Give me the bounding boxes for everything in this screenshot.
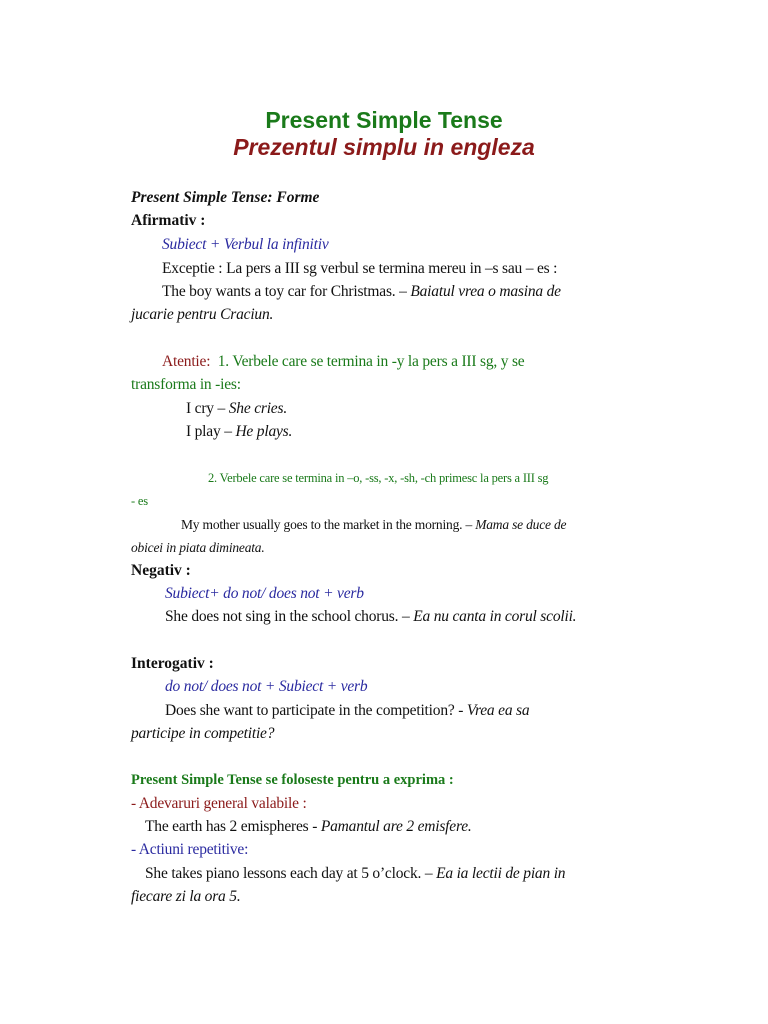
negative-example-en: She does not sing in the school chorus. – — [165, 608, 414, 625]
title-english: Present Simple Tense — [265, 107, 503, 133]
interrogative-formula: do not/ does not + Subiect + verb — [165, 678, 368, 695]
note2-example-en: My mother usually goes to the market in the morning. – — [181, 517, 476, 532]
note1-label: Atentie: — [162, 353, 211, 370]
interrogative-label: Interogativ : — [131, 655, 214, 672]
note1-example1-en: I cry – — [186, 400, 229, 417]
note2-line1: 2. Verbele care se termina in –o, -ss, -x, -sh, -ch primesc la pers a III sg — [208, 471, 549, 485]
note2-example-ro-continued: obicei in piata dimineata. — [131, 540, 265, 555]
affirmative-exception: Exceptie : La pers a III sg verbul se termina mereu in –s sau – es : — [162, 260, 558, 277]
negative-example-ro: Ea nu canta in corul scolii. — [413, 608, 577, 625]
note1-example2 — [186, 423, 292, 441]
affirmative-example — [162, 283, 561, 301]
usage-item2-label: - Actiuni repetitive: — [131, 841, 249, 858]
usage-item2-example-ro-continued: fiecare zi la ora 5. — [131, 888, 241, 905]
affirmative-example-ro: Baiatul vrea o masina de — [410, 283, 561, 300]
usage-item1-label: - Adevaruri general valabile : — [131, 795, 307, 812]
interrogative-example-ro: Vrea ea sa — [466, 702, 530, 719]
note1-example2-en: I play – — [186, 423, 236, 440]
note1-example1 — [186, 400, 287, 418]
note1-example1-ro: She cries. — [228, 400, 287, 417]
negative-example — [165, 608, 576, 626]
note1-line2: transforma in -ies: — [131, 376, 241, 393]
note2-example — [181, 517, 566, 533]
usage-item2-example-en: She takes piano lessons each day at 5 o’clock. – — [145, 865, 437, 882]
note1-text: 1. Verbele care se termina in -y la pers a III sg, y se — [217, 353, 525, 370]
note1-line1 — [162, 353, 524, 371]
usage-heading: Present Simple Tense se foloseste pentru a exprima : — [131, 772, 454, 788]
affirmative-example-en: The boy wants a toy car for Christmas. – — [162, 283, 411, 300]
affirmative-label: Afirmativ : — [131, 212, 206, 229]
usage-item1-example-ro: Pamantul are 2 emisfere. — [320, 818, 472, 835]
note2-example-ro: Mama se duce de — [475, 517, 567, 532]
interrogative-example-ro-continued: participe in competitie? — [131, 725, 275, 742]
usage-item2-example-ro: Ea ia lectii de pian in — [436, 865, 566, 882]
note1-example2-ro: He plays. — [235, 423, 293, 440]
negative-label: Negativ : — [131, 562, 191, 579]
affirmative-formula: Subiect + Verbul la infinitiv — [162, 236, 329, 253]
usage-item1-example-en: The earth has 2 emispheres - — [145, 818, 321, 835]
interrogative-example-en: Does she want to participate in the competition? - — [165, 702, 467, 719]
usage-item1-example — [145, 818, 472, 836]
affirmative-example-ro-continued: jucarie pentru Craciun. — [131, 306, 274, 323]
title-romanian: Prezentul simplu in engleza — [233, 134, 535, 160]
negative-formula: Subiect+ do not/ does not + verb — [165, 585, 364, 602]
usage-item2-example — [145, 865, 565, 883]
note2-line2: - es — [131, 494, 148, 508]
forms-heading: Present Simple Tense: Forme — [131, 189, 320, 206]
interrogative-example — [165, 702, 529, 720]
